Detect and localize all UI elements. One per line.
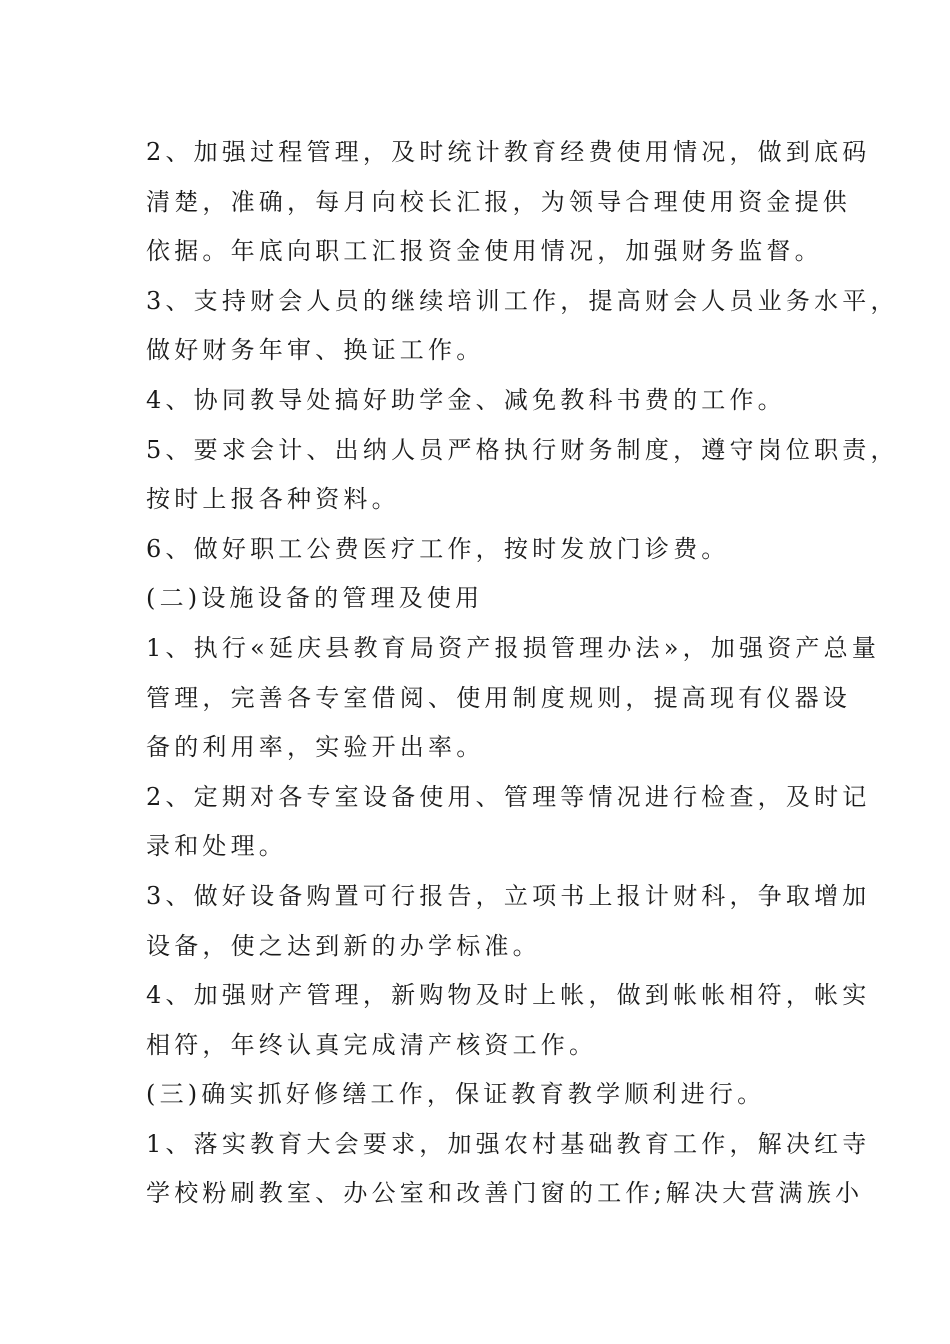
text-line: 1、执行«延庆县教育局资产报损管理办法»，加强资产总量 xyxy=(146,633,881,662)
text-line: 按时上报各种资料。 xyxy=(146,485,400,514)
text-line: 3、做好设备购置可行报告，立项书上报计财科，争取增加 xyxy=(146,881,871,910)
text-line: 相符，年终认真完成清产核资工作。 xyxy=(146,1030,598,1059)
text-line: 4、加强财产管理，新购物及时上帐，做到帐帐相符，帐实 xyxy=(146,981,871,1010)
document-body xyxy=(146,128,899,1219)
text-line: 5、要求会计、出纳人员严格执行财务制度，遵守岗位职责， xyxy=(146,435,899,464)
text-line: 备的利用率，实验开出率。 xyxy=(146,733,485,762)
text-line: 做好财务年审、换证工作。 xyxy=(146,336,485,365)
text-line: 3、支持财会人员的继续培训工作，提高财会人员业务水平， xyxy=(146,286,899,315)
text-line: 清楚，准确，每月向校长汇报，为领导合理使用资金提供 xyxy=(146,187,851,216)
section-heading: (三)确实抓好修缮工作，保证教育教学顺利进行。 xyxy=(146,1080,766,1109)
text-line: 2、定期对各专室设备使用、管理等情况进行检查，及时记 xyxy=(146,782,871,811)
text-line: 4、协同教导处搞好助学金、减免教科书费的工作。 xyxy=(146,385,786,414)
section-heading: (二)设施设备的管理及使用 xyxy=(146,584,484,613)
text-line: 录和处理。 xyxy=(146,832,287,861)
text-line: 学校粉刷教室、办公室和改善门窗的工作;解决大营满族小 xyxy=(146,1179,864,1208)
text-line: 6、做好职工公费医疗工作，按时发放门诊费。 xyxy=(146,534,730,563)
text-line: 管理，完善各专室借阅、使用制度规则，提高现有仪器设 xyxy=(146,683,851,712)
text-line: 设备，使之达到新的办学标准。 xyxy=(146,931,541,960)
text-line: 2、加强过程管理，及时统计教育经费使用情况，做到底码 xyxy=(146,138,871,166)
text-line: 依据。年底向职工汇报资金使用情况，加强财务监督。 xyxy=(146,237,823,266)
text-line: 1、落实教育大会要求，加强农村基础教育工作，解决红寺 xyxy=(146,1129,871,1158)
